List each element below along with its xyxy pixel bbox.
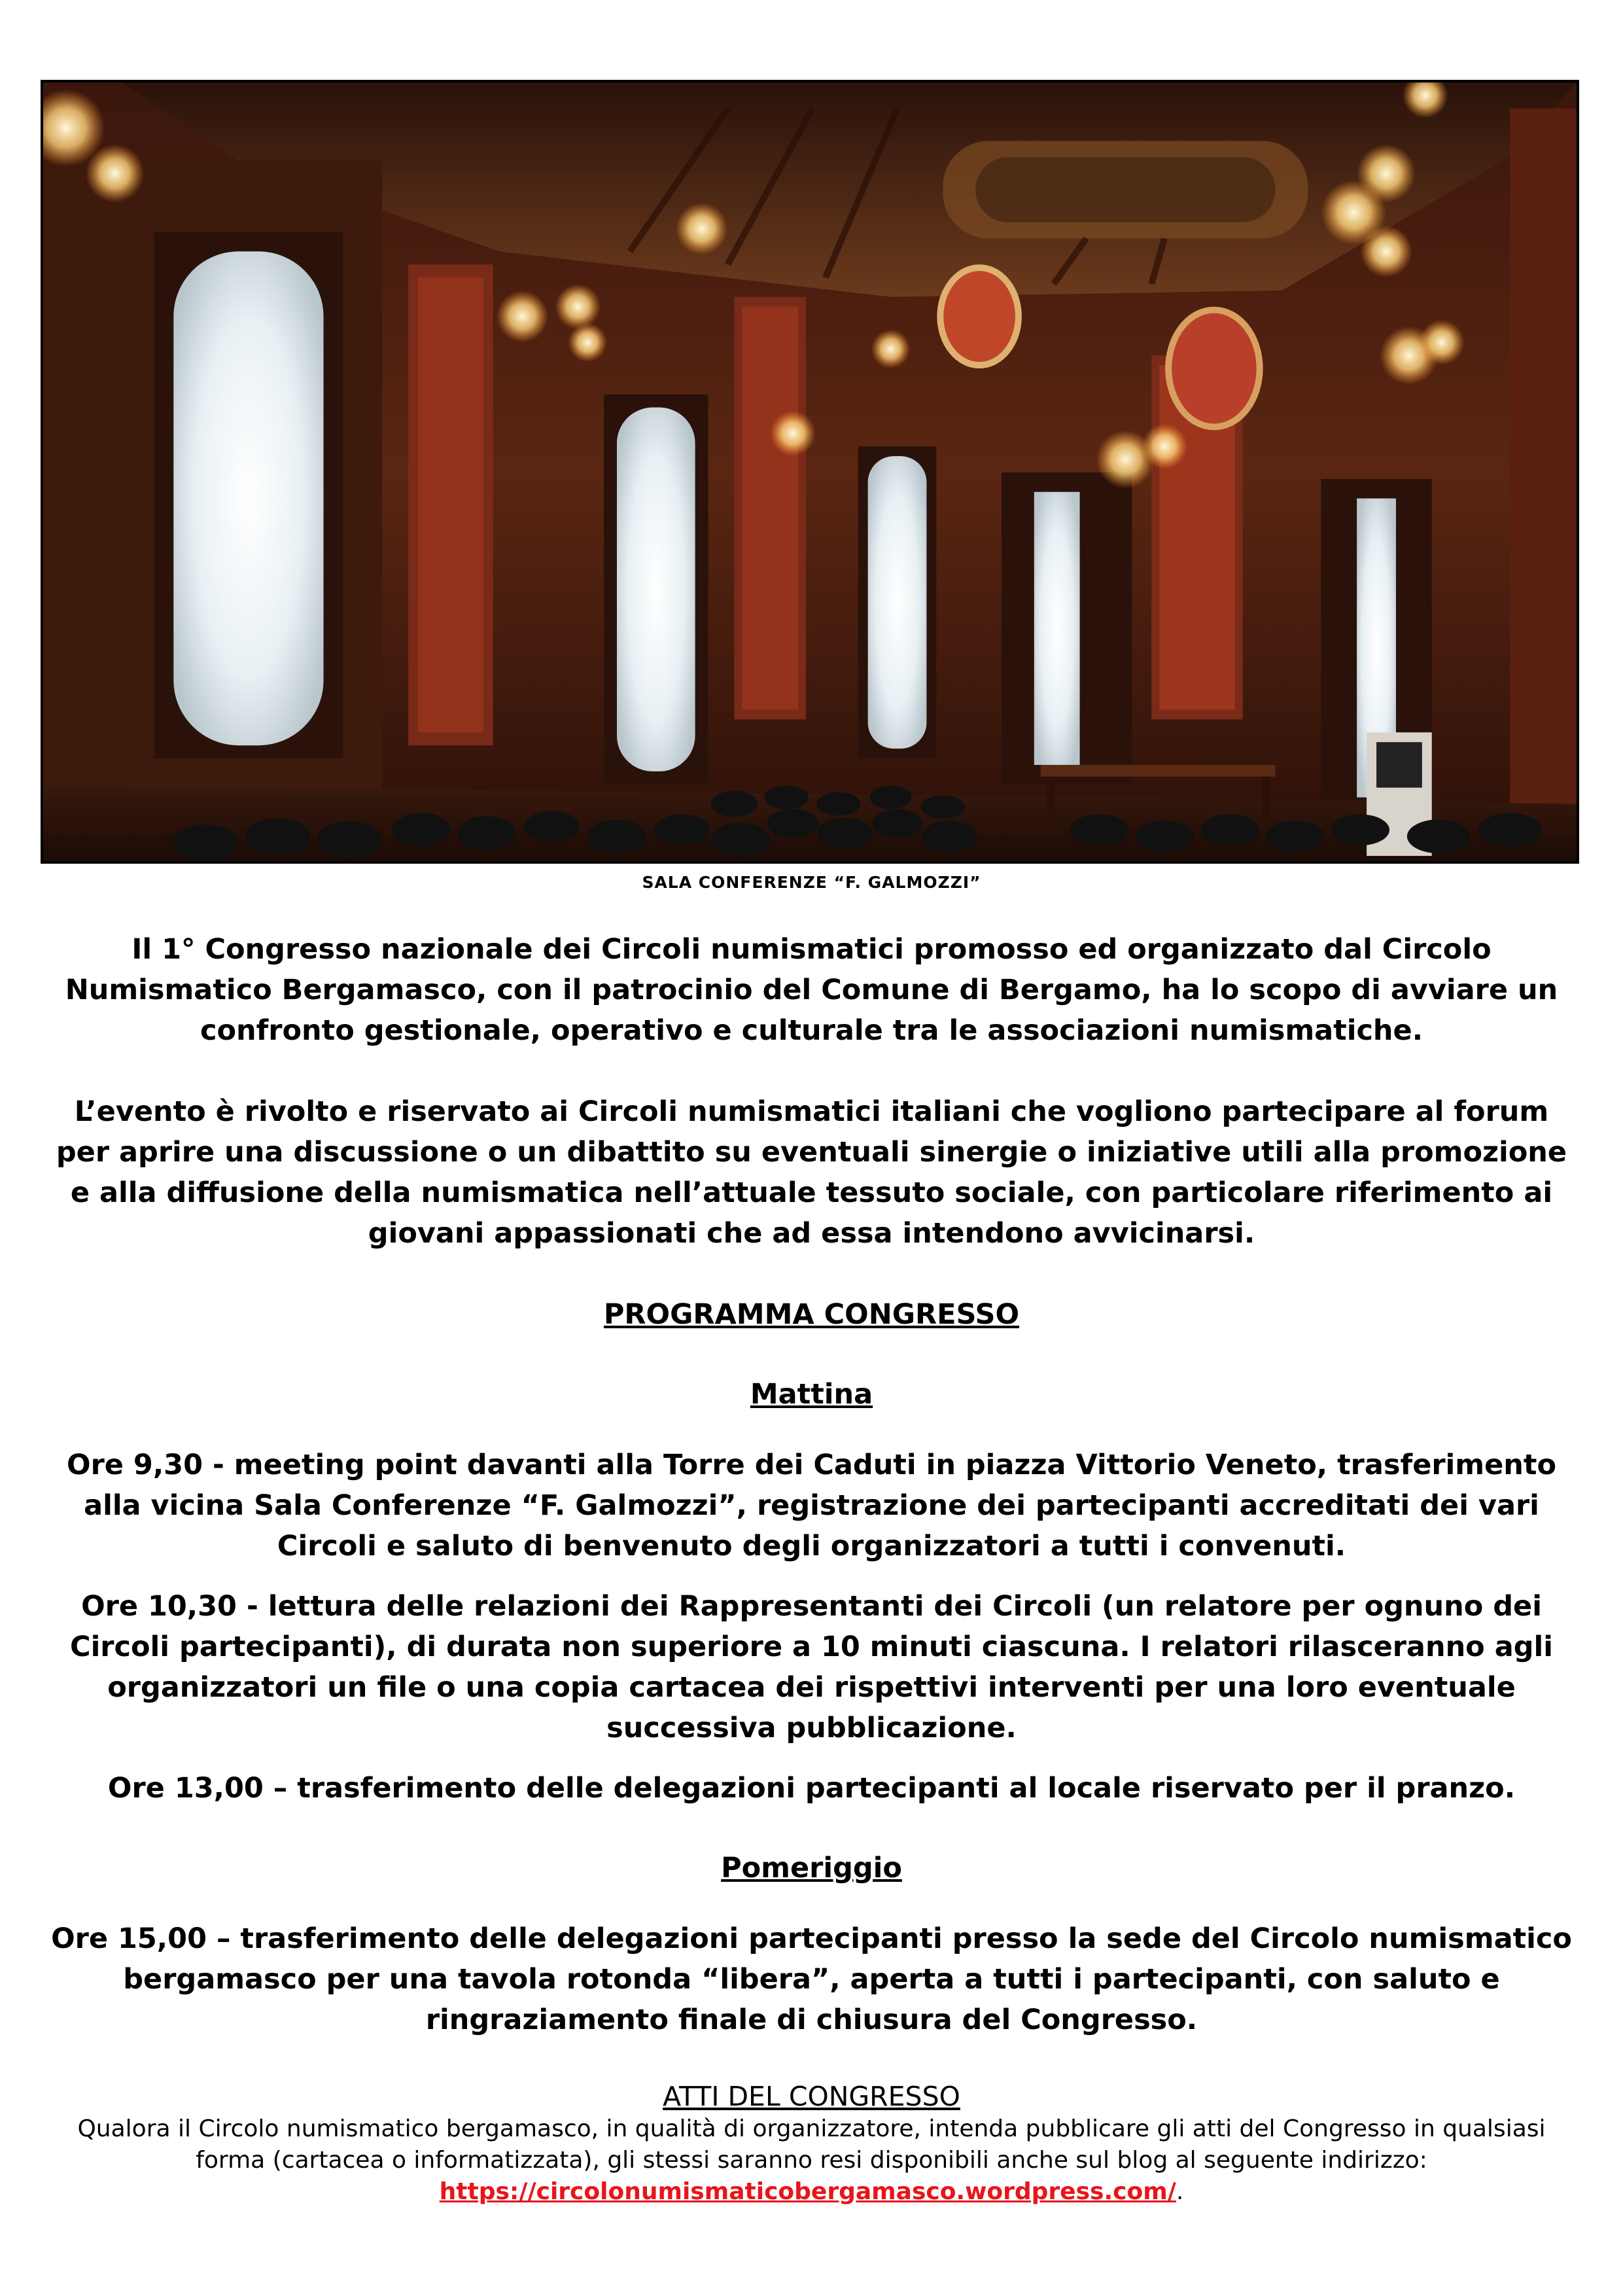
conference-room-illustration (43, 82, 1577, 861)
mattina-item-3: Ore 13,00 – trasferimento delle delegazioni partecipanti al locale riservato per il pranzo. (107, 1772, 1516, 1805)
atti-link-suffix: . (1176, 2178, 1184, 2205)
blog-link[interactable]: https://circolonumismaticobergamasco.wordpress.com/ (439, 2178, 1176, 2205)
programma-title: PROGRAMMA CONGRESSO (603, 1298, 1020, 1331)
intro-paragraph-1: Il 1° Congresso nazionale dei Circoli numismatici promosso ed organizzato dal Circolo Numismatico Bergamasco, con il patrocinio del Comune di Bergamo, ha lo scopo di avviare un confronto gestionale, operativo e culturale tra le associazioni numismatiche. (65, 933, 1558, 1047)
atti-text (47, 2113, 1576, 2208)
mattina-item-2: Ore 10,30 - lettura delle relazioni dei Rappresentanti dei Circoli (un relatore per ognuno dei Circoli partecipanti), di durata non superiore a 10 minuti ciascuna. I relatori rilasceranno agli organizzatori un file o una copia cartacea dei rispettivi interventi per una loro eventuale successiva pubblicazione. (70, 1590, 1553, 1744)
mattina-title: Mattina (750, 1378, 873, 1411)
pomeriggio-item-1: Ore 15,00 – trasferimento delle delegazioni partecipanti presso la sede del Circolo numismatico bergamasco per una tavola rotonda “libera”, aperta a tutti i partecipanti, con saluto e ringraziamento finale di chiusura del Congresso. (51, 1922, 1572, 2036)
mattina-item-1: Ore 9,30 - meeting point davanti alla Torre dei Caduti in piazza Vittorio Veneto, trasferimento alla vicina Sala Conferenze “F. Galmozzi”, registrazione dei partecipanti accreditati dei vari Circoli e saluto di benvenuto degli organizzatori a tutti i convenuti. (67, 1449, 1556, 1563)
document-body (47, 929, 1576, 2208)
atti-title: ATTI DEL CONGRESSO (663, 2081, 960, 2112)
atti-description: Qualora il Circolo numismatico bergamasco, in qualità di organizzatore, intenda pubblicare gli atti del Congresso in qualsiasi forma (cartacea o informatizzata), gli stessi saranno resi disponibili anche sul blog al seguente indirizzo: (77, 2115, 1546, 2174)
conference-room-photo (41, 80, 1579, 864)
pomeriggio-title: Pomeriggio (721, 1852, 902, 1884)
photo-caption: SALA CONFERENZE “F. GALMOZZI” (642, 873, 981, 892)
intro-paragraph-2: L’evento è rivolto e riservato ai Circoli numismatici italiani che vogliono partecipare al forum per aprire una discussione o un dibattito su eventuali sinergie o iniziative utili alla promozione e alla diffusione della numismatica nell’attuale tessuto sociale, con particolare riferimento ai giovani appassionati che ad essa intendono avvicinarsi. (56, 1095, 1567, 1250)
